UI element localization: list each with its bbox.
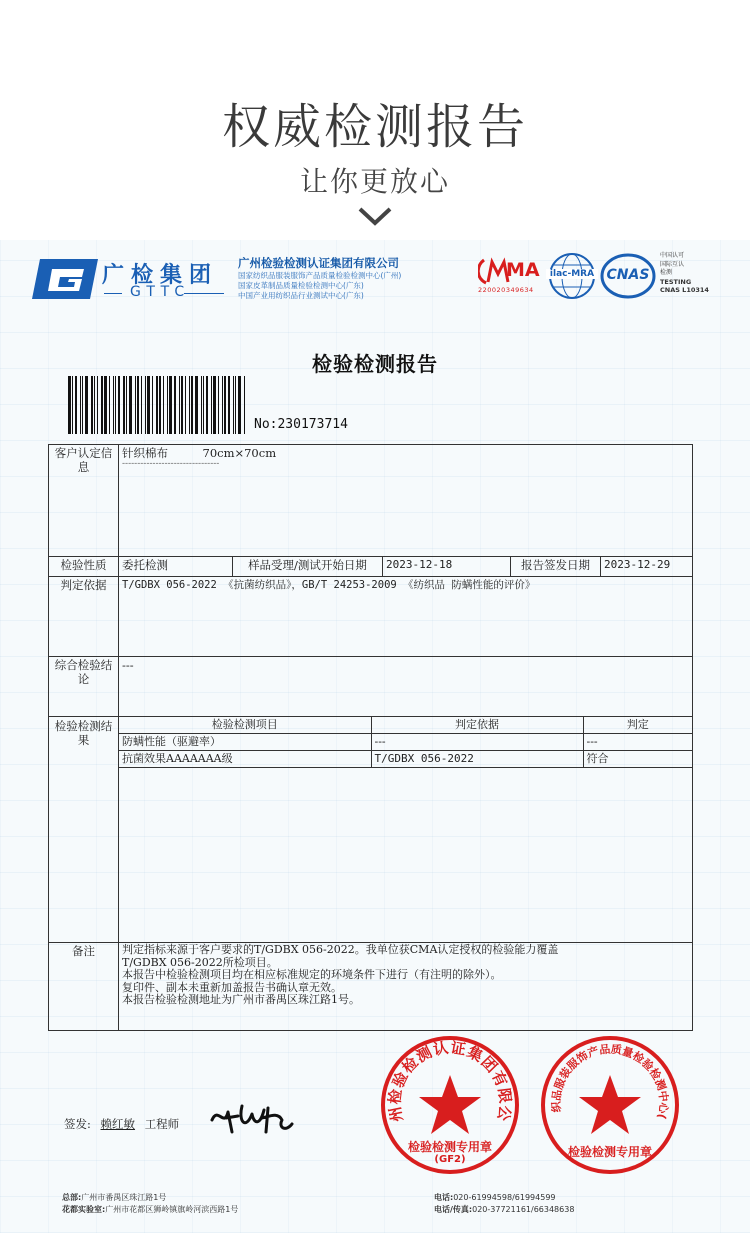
fax-number: 020-37721161/66348638: [472, 1205, 575, 1214]
barcode-bar: [211, 376, 212, 434]
huadu-label: 花都实验室:: [62, 1205, 106, 1214]
barcode-bar: [167, 376, 168, 434]
results-row: [49, 717, 693, 943]
report-table: [48, 444, 693, 1031]
cma-mark: [478, 256, 540, 296]
client-cell: [119, 445, 693, 557]
result-basis: ---: [371, 734, 583, 751]
barcode-bar: [189, 376, 190, 434]
results-label: 检验检测结果: [49, 717, 119, 943]
issue-date: 2023-12-29: [601, 557, 693, 577]
basis-row: [49, 577, 693, 657]
results-header: 检验检测项目: [119, 717, 371, 734]
basis-value: T/GDBX 056-2022 《抗菌纺织品》，GB/T 24253-2009 《纺织品 防螨性能的评价》: [119, 577, 693, 657]
conclusion-value: ---: [119, 657, 693, 717]
signer-name: 赖红敏: [100, 1117, 136, 1131]
barcode-bar: [97, 376, 98, 434]
results-header: 判定依据: [371, 717, 583, 734]
basis-label: 判定依据: [49, 577, 119, 657]
signer-title: 工程师: [144, 1117, 180, 1131]
org-line: 国家纺织品服装服饰产品质量检验检测中心(广州): [238, 271, 402, 280]
barcode-bar: [115, 376, 116, 434]
conclusion-row: [49, 657, 693, 717]
sample-date-label: 样品受理/测试开始日期: [233, 557, 383, 577]
barcode-bar: [163, 376, 164, 434]
barcode-bar: [123, 376, 125, 434]
barcode-bar: [101, 376, 103, 434]
gttc-logo-icon: [30, 257, 100, 301]
cnas-side-line: 国际互认: [660, 260, 685, 268]
barcode-bar: [185, 376, 186, 434]
ilac-mark: [548, 252, 596, 300]
result-item: 防螨性能（驱避率）: [119, 734, 371, 751]
barcode-bar: [201, 376, 202, 434]
phone-label: 电话:: [434, 1193, 454, 1202]
barcode-bar: [228, 376, 230, 434]
barcode-bar: [213, 376, 216, 434]
barcode-bar: [238, 376, 241, 434]
org-line: 国家皮革制品质量检验检测中心(广东): [238, 281, 364, 290]
remark-line: 复印件、副本未重新加盖报告书确认章无效。: [122, 980, 342, 994]
barcode-bar: [85, 376, 88, 434]
barcode-bar: [203, 376, 204, 434]
remark-line: 本报告中检验检测项目均在相应标准规定的环境条件下进行（有注明的除外）。: [122, 968, 502, 981]
barcode-bar: [145, 376, 146, 434]
barcode-bar: [82, 376, 83, 434]
barcode-bar: [233, 376, 234, 434]
cnas-side-text: [660, 252, 709, 295]
client-row: [49, 445, 693, 557]
ilac-text: ilac-MRA: [546, 269, 598, 279]
seal-label: 检验检测专用章: [567, 1145, 652, 1159]
table-row: [119, 734, 692, 751]
footer-addresses: [62, 1192, 238, 1216]
chevron-down-icon: [357, 205, 393, 227]
barcode-bar: [218, 376, 219, 434]
nature-row: [49, 557, 693, 577]
barcode-bar: [94, 376, 95, 434]
remark-line: 本报告检验检测地址为广州市番禺区珠江路1号。: [122, 993, 360, 1006]
sample-date: 2023-12-18: [383, 557, 511, 577]
nature-label: 检验性质: [49, 557, 119, 577]
cnas-text: CNAS: [606, 267, 650, 283]
cnas-side-line: 检测: [660, 269, 673, 276]
remarks-cell: [119, 943, 693, 1031]
barcode-bar: [91, 376, 93, 434]
huadu-address: 广州市花都区狮岭镇旗岭河滨西路1号: [105, 1205, 239, 1214]
hq-address: 广州市番禺区珠江路1号: [81, 1193, 167, 1202]
results-table: [119, 717, 692, 768]
table-row: [119, 751, 692, 768]
barcode-bar: [195, 376, 198, 434]
cma-number: 220020349634: [478, 286, 534, 294]
barcode: [68, 376, 248, 434]
remarks-label: 备注: [49, 943, 119, 1031]
barcode-bar: [104, 376, 107, 434]
report-sheet: [0, 240, 750, 1233]
organization-block: [238, 255, 401, 301]
fax-label: 电话/传真:: [434, 1205, 473, 1214]
remarks-row: [49, 943, 693, 1031]
barcode-bar: [72, 376, 73, 434]
signer-line: [64, 1116, 179, 1132]
barcode-bar: [179, 376, 180, 434]
barcode-bar: [113, 376, 114, 434]
page-subtitle: 让你更放心: [299, 165, 450, 198]
cnas-side-line: TESTING: [660, 277, 692, 286]
barcode-bar: [147, 376, 150, 434]
barcode-bar: [191, 376, 193, 434]
issue-date-label: 报告签发日期: [511, 557, 601, 577]
report-number: No:230173714: [254, 417, 348, 432]
signer-label: 签发:: [64, 1117, 91, 1131]
result-basis: T/GDBX 056-2022: [371, 751, 583, 768]
logo-english: GTTC: [130, 284, 191, 300]
logo-chinese: 广检集团: [102, 263, 219, 288]
cnas-mark: [600, 252, 656, 300]
barcode-bar: [68, 376, 71, 434]
client-label: 客户认定信息: [49, 445, 119, 557]
cnas-side-line: 中国认可: [660, 252, 685, 259]
inspection-seal-left: [380, 1035, 520, 1175]
barcode-bar: [235, 376, 236, 434]
footer-contacts: [434, 1192, 574, 1216]
report-title: 检验检测报告: [312, 352, 438, 376]
result-item: 抗菌效果AAAAAAA级: [119, 751, 371, 768]
barcode-bar: [109, 376, 110, 434]
barcode-bar: [159, 376, 161, 434]
results-header: 判定: [583, 717, 692, 734]
barcode-bar: [174, 376, 176, 434]
seal-label: 检验检测专用章: [407, 1140, 492, 1154]
barcode-bar: [206, 376, 208, 434]
page-header: [0, 0, 750, 240]
org-name: 广州检验检测认证集团有限公司: [238, 256, 399, 270]
hq-label: 总部:: [62, 1193, 82, 1202]
client-dash: --------------------------------: [122, 459, 220, 469]
barcode-bar: [135, 376, 136, 434]
result-verdict: ---: [583, 734, 692, 751]
barcode-bar: [244, 376, 245, 434]
remark-line: 判定指标来源于客户要求的T/GDBX 056-2022。我单位获CMA认定授权的检验能力覆盖: [122, 943, 559, 956]
barcode-bar: [137, 376, 139, 434]
barcode-bar: [80, 376, 81, 434]
barcode-bar: [126, 376, 127, 434]
barcode-bar: [118, 376, 120, 434]
barcode-bar: [222, 376, 223, 434]
nature-value: 委托检测: [119, 557, 233, 577]
results-header-row: [119, 717, 692, 734]
org-line: 中国产业用纺织品行业测试中心(广东): [238, 291, 364, 300]
barcode-bar: [169, 376, 172, 434]
inspection-seal-right: [540, 1035, 680, 1175]
barcode-bar: [181, 376, 183, 434]
remark-line: T/GDBX 056-2022所检项目。: [122, 955, 278, 969]
conclusion-label: 综合检验结论: [49, 657, 119, 717]
barcode-bar: [75, 376, 77, 434]
barcode-bar: [129, 376, 132, 434]
seal-ring-text: 州检验检测认证集团有限公: [385, 1038, 515, 1124]
barcode-bar: [224, 376, 226, 434]
page-title: 权威检测报告: [221, 99, 528, 155]
logo-rule: [104, 293, 122, 294]
cnas-side-line: CNAS L10314: [660, 286, 709, 294]
barcode-bar: [152, 376, 153, 434]
phone-number: 020-61994598/61994599: [453, 1193, 556, 1202]
barcode-bar: [156, 376, 158, 434]
handwritten-signature-icon: [208, 1098, 298, 1138]
results-cell: [119, 717, 693, 943]
cma-text: MA: [506, 259, 540, 281]
seal-code: (GF2): [434, 1154, 466, 1165]
seal-ring-text: 织品服装服饰产品质量检验检测中心(: [549, 1042, 671, 1121]
barcode-bar: [141, 376, 142, 434]
result-verdict: 符合: [583, 751, 692, 768]
client-info: 针织棉布 70cm×70cm: [122, 446, 277, 460]
